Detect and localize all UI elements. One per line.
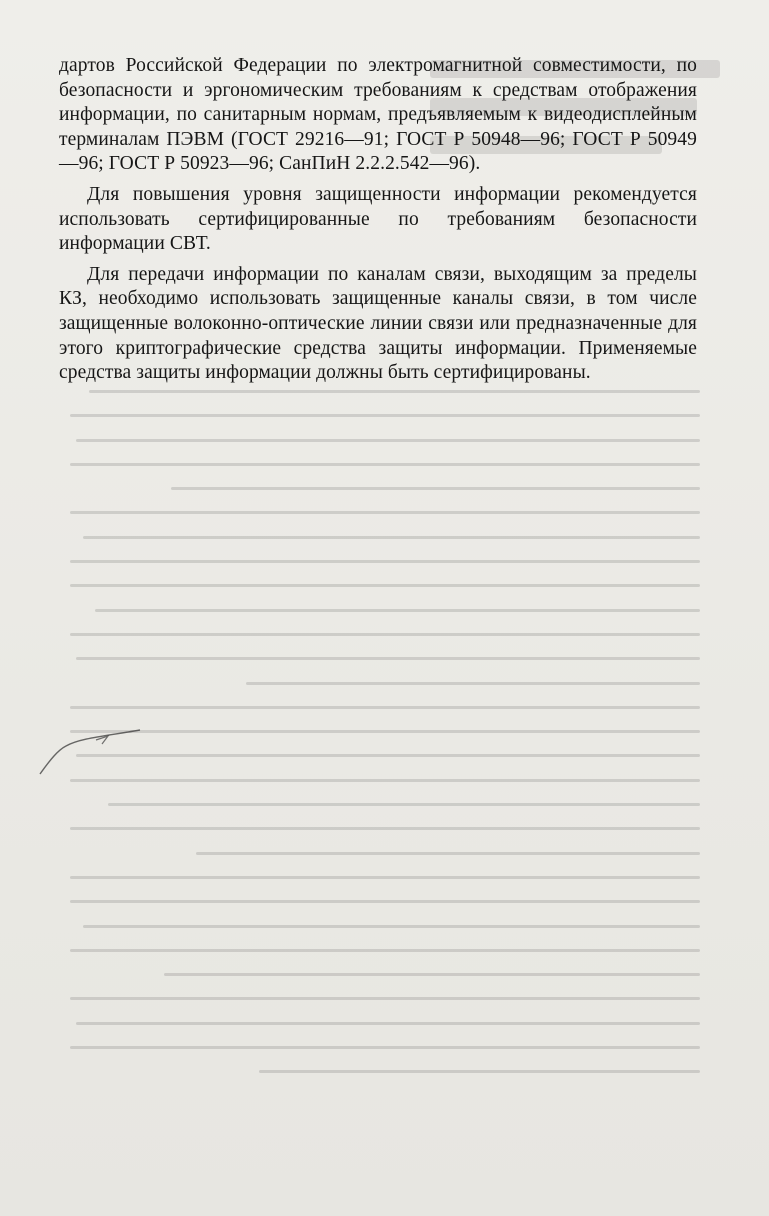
paragraph-certified-svt: Для повышения уровня защищенности информации рекомендуется использовать сертифицированные по требованиям безопасности информации СВТ.	[59, 183, 697, 255]
reverse-side-text-bleed	[70, 390, 700, 1110]
bleed-line	[95, 609, 700, 612]
bleed-line	[70, 730, 700, 733]
bleed-line	[83, 925, 700, 928]
bleed-line	[108, 803, 700, 806]
bleed-line	[70, 560, 700, 563]
bleed-line	[70, 827, 700, 830]
bleed-line	[76, 754, 700, 757]
paragraph-protected-channels: Для передачи информации по каналам связи, выходящим за пределы КЗ, необходимо использовать защищенные каналы связи, в том числе защищенные волоконно-оптические линии связи или предназначенные для этого криптографические средства защиты информации. Применяемые средства защиты информации должны быть сертифицированы.	[59, 263, 697, 384]
bleed-line	[70, 414, 700, 417]
bleed-line	[70, 584, 700, 587]
bleed-line	[70, 779, 700, 782]
bleed-line	[70, 1046, 700, 1049]
bleed-line	[70, 706, 700, 709]
bleed-line	[171, 487, 700, 490]
bleed-line	[70, 997, 700, 1000]
bleed-line	[83, 536, 700, 539]
body-text	[59, 54, 697, 386]
bleed-line	[76, 657, 700, 660]
bleed-line	[89, 390, 700, 393]
bleed-line	[196, 852, 700, 855]
bleed-line	[70, 633, 700, 636]
bleed-line	[70, 511, 700, 514]
bleed-line	[70, 949, 700, 952]
paragraph-standards-continuation: дартов Российской Федерации по электромагнитной совместимости, по безопасности и эргономическим требованиям к средствам отображения информации, по санитарным нормам, предъявляемым к видеодисплейным терминалам ПЭВМ (ГОСТ 29216—91; ГОСТ Р 50948—96; ГОСТ Р 50949—96; ГОСТ Р 50923—96; СанПиН 2.2.2.542—96).	[59, 55, 697, 175]
bleed-line	[76, 1022, 700, 1025]
bleed-line	[246, 682, 700, 685]
bleed-line	[259, 1070, 700, 1073]
bleed-line	[76, 439, 700, 442]
bleed-line	[70, 876, 700, 879]
pen-mark-scribble	[36, 720, 146, 780]
bleed-line	[70, 900, 700, 903]
bleed-line	[70, 463, 700, 466]
bleed-line	[165, 973, 701, 976]
